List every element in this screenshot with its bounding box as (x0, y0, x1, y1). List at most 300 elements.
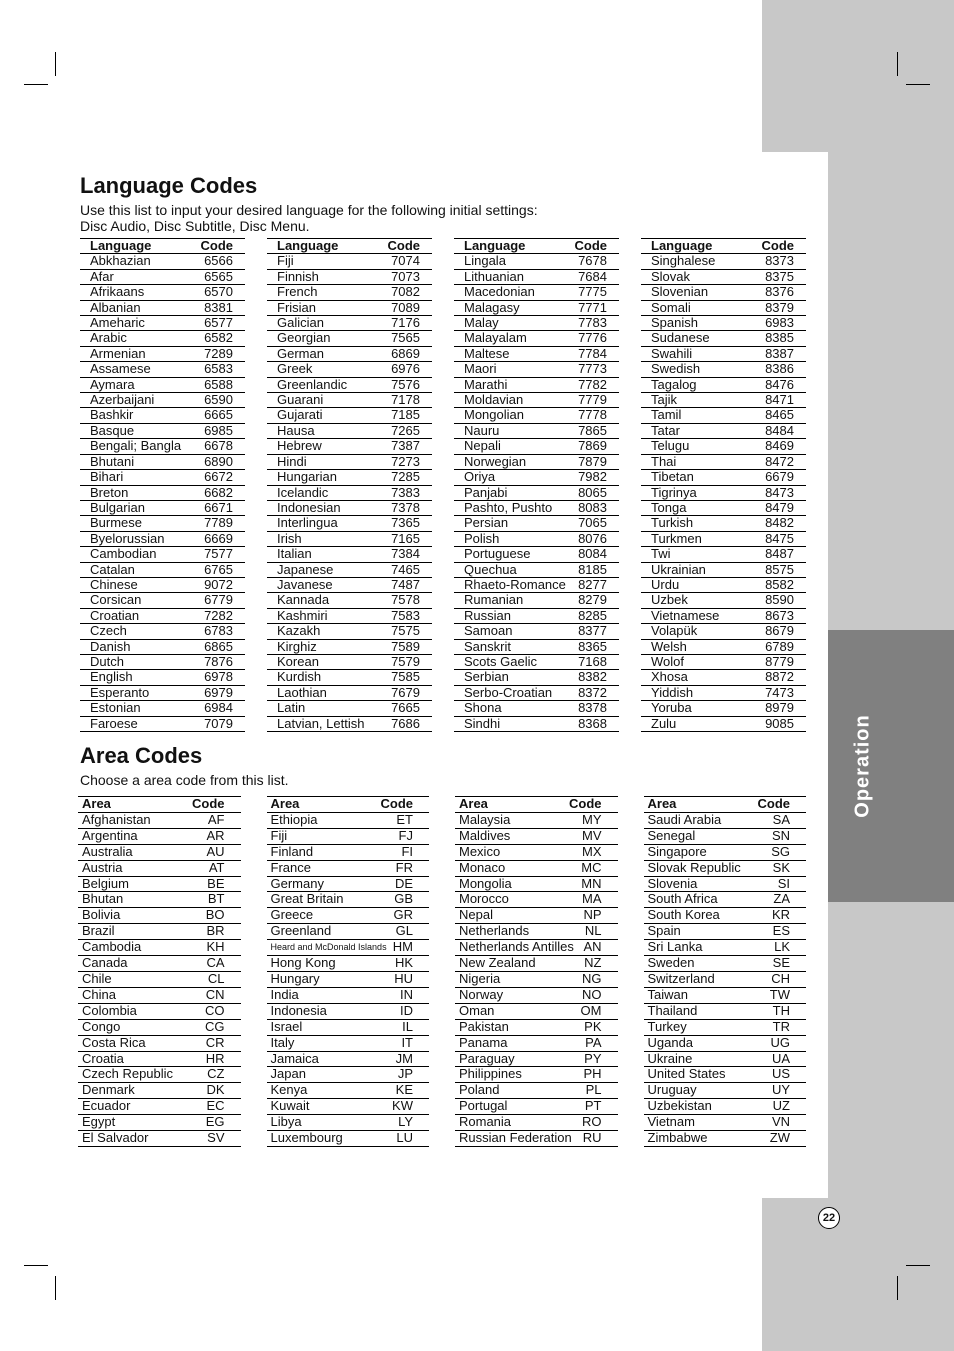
table-row (267, 1052, 430, 1068)
entry-code: EG (205, 1114, 225, 1130)
entry-code: 6671 (204, 499, 233, 515)
entry-name: Greece (270, 907, 314, 923)
entry-code: BT (207, 891, 225, 907)
entry-name: South Africa (647, 891, 718, 907)
entry-code: FI (401, 843, 413, 859)
table-row (641, 424, 806, 439)
entry-code: 7282 (204, 607, 233, 623)
entry-code: GL (395, 923, 413, 939)
table-row (267, 972, 430, 988)
table-row (267, 439, 432, 454)
table-row (454, 563, 619, 578)
entry-code: 8185 (578, 561, 607, 577)
entry-code: 6983 (765, 315, 794, 331)
entry-name: Cambodian (90, 546, 157, 562)
table-row (641, 532, 806, 547)
entry-code: DK (206, 1082, 225, 1098)
entry-code: 6682 (204, 484, 233, 500)
entry-name: Turkish (651, 515, 694, 531)
entry-name: Bihari (90, 469, 124, 485)
table-row (267, 270, 432, 285)
entry-name: Hong Kong (270, 955, 336, 971)
table-row (455, 1036, 618, 1052)
table-row (454, 624, 619, 639)
entry-code: FJ (398, 827, 413, 843)
entry-code: 8479 (765, 499, 794, 515)
table-row (78, 1036, 241, 1052)
language-codes-table (80, 238, 806, 732)
entry-name: Nepal (459, 907, 493, 923)
entry-code: AU (206, 843, 225, 859)
crop-mark (906, 84, 930, 85)
language_section-column (267, 238, 432, 732)
entry-code: PK (584, 1018, 602, 1034)
entry-name: Italy (270, 1034, 295, 1050)
entry-code: HK (394, 955, 413, 971)
table-row (267, 988, 430, 1004)
table-row (454, 640, 619, 655)
entry-name: Thai (651, 453, 677, 469)
entry-code: 7168 (578, 653, 607, 669)
entry-code: 7879 (578, 453, 607, 469)
table-row (267, 1020, 430, 1036)
table-row (267, 408, 432, 423)
entry-code: 6588 (204, 376, 233, 392)
table-row (455, 1115, 618, 1131)
entry-code: UG (770, 1034, 790, 1050)
table-row (641, 378, 806, 393)
table-row (267, 686, 432, 701)
entry-code: 7869 (578, 438, 607, 454)
table-row (267, 362, 432, 377)
table-header-row (455, 797, 618, 813)
table-row (455, 924, 618, 940)
table-row (641, 717, 806, 732)
table-row (644, 924, 807, 940)
entry-code: 9085 (765, 715, 794, 731)
table-row (641, 362, 806, 377)
table-row (454, 331, 619, 346)
table-row (644, 940, 807, 956)
entry-name: Abkhazian (90, 253, 151, 269)
header-name: Language (464, 238, 526, 253)
entry-name: Sweden (647, 955, 695, 971)
area_section-column (267, 796, 430, 1147)
entry-code: MX (582, 843, 602, 859)
entry-name: Lingala (464, 253, 506, 269)
table-row (267, 347, 432, 362)
entry-code: IL (402, 1018, 413, 1034)
header-code: Code (761, 238, 794, 253)
entry-code: HR (205, 1050, 225, 1066)
entry-name: Pashto, Pushto (464, 499, 553, 515)
entry-code: 8378 (578, 700, 607, 716)
table-row (454, 701, 619, 716)
table-row (78, 956, 241, 972)
table-row (78, 924, 241, 940)
table-row (78, 908, 241, 924)
entry-code: 6783 (204, 623, 233, 639)
table-row (644, 1067, 807, 1083)
table-row (454, 470, 619, 485)
entry-code: 8473 (765, 484, 794, 500)
table-row (641, 254, 806, 269)
table-row (267, 501, 432, 516)
table-row (455, 972, 618, 988)
entry-code: 8582 (765, 576, 794, 592)
entry-name: Kannada (277, 592, 330, 608)
entry-code: 8382 (578, 669, 607, 685)
entry-name: Russian Federation (459, 1130, 572, 1146)
entry-name: Maltese (464, 345, 510, 361)
table-row (644, 845, 807, 861)
entry-name: Corsican (90, 592, 142, 608)
entry-code: KR (771, 907, 790, 923)
entry-code: 7789 (204, 515, 233, 531)
entry-code: 8482 (765, 515, 794, 531)
table-row (454, 501, 619, 516)
entry-name: Telugu (651, 438, 690, 454)
entry-name: Germany (270, 875, 324, 891)
entry-code: 6865 (204, 638, 233, 654)
entry-name: Yoruba (651, 700, 692, 716)
side-strip-bottom (762, 1198, 954, 1351)
entry-code: 7779 (578, 392, 607, 408)
table-row (454, 516, 619, 531)
entry-code: 8475 (765, 530, 794, 546)
entry-code: 7378 (391, 499, 420, 515)
entry-code: SG (771, 843, 790, 859)
entry-name: Welsh (651, 638, 687, 654)
table-row (455, 1020, 618, 1036)
entry-name: Senegal (647, 827, 696, 843)
entry-name: English (90, 669, 133, 685)
entry-name: Kazakh (277, 623, 321, 639)
table-row (267, 547, 432, 562)
area_section-column (644, 796, 807, 1147)
table-row (641, 701, 806, 716)
entry-code: 7684 (578, 268, 607, 284)
entry-name: Hebrew (277, 438, 322, 454)
entry-name: Sri Lanka (647, 939, 703, 955)
entry-code: SA (772, 811, 790, 827)
entry-name: Indonesian (277, 499, 341, 515)
header-name: Area (82, 796, 111, 811)
entry-name: Afghanistan (82, 811, 151, 827)
entry-name: Canada (82, 955, 128, 971)
entry-code: JM (395, 1050, 413, 1066)
entry-name: Portuguese (464, 546, 531, 562)
table-row (267, 578, 432, 593)
header-code: Code (757, 796, 790, 811)
entry-name: Wolof (651, 653, 684, 669)
entry-name: Malagasy (464, 299, 520, 315)
table-row (80, 347, 245, 362)
table-row (455, 1004, 618, 1020)
entry-name: Singapore (647, 843, 707, 859)
entry-code: 6779 (204, 592, 233, 608)
entry-name: Saudi Arabia (647, 811, 722, 827)
entry-code: 7065 (578, 515, 607, 531)
entry-code: KH (206, 939, 225, 955)
table-row (641, 578, 806, 593)
entry-name: Kurdish (277, 669, 322, 685)
entry-name: Uzbek (651, 592, 688, 608)
entry-code: SK (772, 859, 790, 875)
entry-code: 6582 (204, 330, 233, 346)
entry-code: 8376 (765, 284, 794, 300)
entry-name: Esperanto (90, 684, 150, 700)
entry-code: 7578 (391, 592, 420, 608)
entry-name: Afar (90, 268, 114, 284)
entry-code: 8084 (578, 546, 607, 562)
crop-mark (906, 1265, 930, 1266)
entry-name: Ameharic (90, 315, 145, 331)
entry-name: Mongolian (464, 407, 524, 423)
entry-code: 8365 (578, 638, 607, 654)
entry-code: PL (585, 1082, 602, 1098)
entry-code: CR (205, 1034, 225, 1050)
entry-name: South Korea (647, 907, 720, 923)
entry-code: 8279 (578, 592, 607, 608)
table-row (80, 670, 245, 685)
entry-code: 7679 (391, 684, 420, 700)
entry-code: MC (581, 859, 602, 875)
entry-name: Galician (277, 315, 324, 331)
table-row (454, 655, 619, 670)
entry-code: TW (769, 986, 790, 1002)
entry-code: SV (207, 1130, 225, 1146)
table-row (80, 624, 245, 639)
table-row (78, 845, 241, 861)
intro-line-2: Disc Audio, Disc Subtitle, Disc Menu. (80, 218, 310, 234)
language-codes-intro (80, 202, 538, 234)
entry-name: Latvian, Lettish (277, 715, 365, 731)
entry-code: 7289 (204, 345, 233, 361)
entry-name: Chile (82, 970, 112, 986)
table-row (267, 701, 432, 716)
table-row (80, 717, 245, 732)
entry-code: 8379 (765, 299, 794, 315)
table-row (644, 1131, 807, 1147)
entry-name: Rumanian (464, 592, 524, 608)
table-row (80, 532, 245, 547)
table-row (267, 1099, 430, 1115)
entry-code: UZ (772, 1098, 790, 1114)
entry-name: Greek (277, 361, 313, 377)
entry-code: 7365 (391, 515, 420, 531)
language_section-column (454, 238, 619, 732)
table-row (454, 316, 619, 331)
entry-name: Zulu (651, 715, 677, 731)
entry-name: Fiji (277, 253, 294, 269)
entry-code: PY (584, 1050, 602, 1066)
entry-code: 8487 (765, 546, 794, 562)
table-row (454, 347, 619, 362)
entry-code: 7579 (391, 653, 420, 669)
entry-code: CN (205, 986, 225, 1002)
table-header-row (78, 797, 241, 813)
entry-code: DE (394, 875, 413, 891)
table-row (454, 717, 619, 732)
entry-name: Tatar (651, 422, 680, 438)
table-row (80, 331, 245, 346)
entry-code: NP (583, 907, 602, 923)
table-row (641, 470, 806, 485)
table-row (641, 501, 806, 516)
entry-code: CG (205, 1018, 225, 1034)
table-row (78, 988, 241, 1004)
table-row (80, 455, 245, 470)
entry-code: 8375 (765, 268, 794, 284)
entry-name: Poland (459, 1082, 500, 1098)
table-row (267, 285, 432, 300)
table-row (267, 516, 432, 531)
table-row (644, 813, 807, 829)
entry-name: Danish (90, 638, 131, 654)
table-row (267, 593, 432, 608)
table-row (644, 1036, 807, 1052)
entry-name: Irish (277, 530, 302, 546)
table-row (267, 640, 432, 655)
table-row (454, 593, 619, 608)
entry-code: 6672 (204, 469, 233, 485)
table-row (267, 670, 432, 685)
entry-name: Moldavian (464, 392, 524, 408)
entry-code: 7073 (391, 268, 420, 284)
entry-code: BR (206, 923, 225, 939)
entry-name: Vietnam (647, 1114, 695, 1130)
header-code: Code (192, 796, 225, 811)
table-row (267, 717, 432, 732)
table-row (641, 393, 806, 408)
table-row (454, 670, 619, 685)
entry-code: 8575 (765, 561, 794, 577)
entry-code: 7082 (391, 284, 420, 300)
table-row (78, 861, 241, 877)
entry-name: Icelandic (277, 484, 329, 500)
entry-code: JP (397, 1066, 413, 1082)
entry-name: Malaysia (459, 811, 511, 827)
entry-code: 6984 (204, 700, 233, 716)
table-row (267, 1131, 430, 1147)
table-row (455, 892, 618, 908)
entry-name: Lithuanian (464, 268, 524, 284)
table-header-row (641, 239, 806, 254)
table-row (80, 316, 245, 331)
header-code: Code (569, 796, 602, 811)
entry-code: NG (582, 970, 602, 986)
entry-code: MV (582, 827, 602, 843)
table-row (267, 908, 430, 924)
entry-name: Latin (277, 700, 306, 716)
entry-name: Costa Rica (82, 1034, 146, 1050)
table-row (80, 301, 245, 316)
entry-code: AF (207, 811, 225, 827)
entry-code: BO (205, 907, 225, 923)
entry-code: 6669 (204, 530, 233, 546)
table-row (641, 316, 806, 331)
entry-code: 6565 (204, 268, 233, 284)
entry-code: ZA (773, 891, 790, 907)
entry-code: IT (401, 1034, 413, 1050)
crop-mark (55, 52, 56, 76)
entry-name: Tigrinya (651, 484, 697, 500)
table-row (267, 655, 432, 670)
entry-code: GB (394, 891, 413, 907)
table-row (80, 254, 245, 269)
table-row (644, 1052, 807, 1068)
table-row (454, 362, 619, 377)
entry-name: Panjabi (464, 484, 508, 500)
entry-code: 7487 (391, 576, 420, 592)
entry-code: 8779 (765, 653, 794, 669)
entry-name: Vietnamese (651, 607, 720, 623)
entry-code: 7778 (578, 407, 607, 423)
entry-code: 8387 (765, 345, 794, 361)
entry-name: Switzerland (647, 970, 715, 986)
entry-name: Interlingua (277, 515, 338, 531)
entry-code: 6890 (204, 453, 233, 469)
side-strip-top (762, 0, 954, 152)
entry-name: Korean (277, 653, 319, 669)
header-name: Area (647, 796, 677, 811)
table-row (641, 516, 806, 531)
entry-code: EC (206, 1098, 225, 1114)
entry-code: 8386 (765, 361, 794, 377)
table-row (267, 829, 430, 845)
entry-code: 8065 (578, 484, 607, 500)
entry-name: Italian (277, 546, 312, 562)
table-row (80, 593, 245, 608)
entry-name: Heard and McDonald Islands (270, 942, 387, 953)
entry-name: Rhaeto-Romance (464, 576, 566, 592)
table-row (267, 924, 430, 940)
entry-name: Shona (464, 700, 502, 716)
table-row (455, 845, 618, 861)
entry-name: Oriya (464, 469, 496, 485)
entry-name: Marathi (464, 376, 508, 392)
table-row (78, 1083, 241, 1099)
table-row (454, 285, 619, 300)
entry-code: 8679 (765, 623, 794, 639)
table-row (644, 829, 807, 845)
table-row (80, 408, 245, 423)
entry-name: Malayalam (464, 330, 527, 346)
entry-name: Dutch (90, 653, 124, 669)
table-row (267, 892, 430, 908)
table-row (641, 408, 806, 423)
entry-code: 7273 (391, 453, 420, 469)
table-row (644, 988, 807, 1004)
entry-name: Maldives (459, 827, 511, 843)
entry-name: German (277, 345, 324, 361)
table-row (641, 547, 806, 562)
entry-code: HU (394, 970, 413, 986)
table-row (267, 956, 430, 972)
table-row (455, 861, 618, 877)
entry-code: VN (771, 1114, 790, 1130)
entry-name: Byelorussian (90, 530, 165, 546)
entry-name: Hindi (277, 453, 307, 469)
entry-code: 7178 (391, 392, 420, 408)
entry-name: Arabic (90, 330, 127, 346)
entry-name: Israel (270, 1018, 303, 1034)
area-codes-intro: Choose a area code from this list. (80, 772, 289, 788)
table-row (454, 393, 619, 408)
entry-code: NO (582, 986, 602, 1002)
entry-name: Belgium (82, 875, 129, 891)
